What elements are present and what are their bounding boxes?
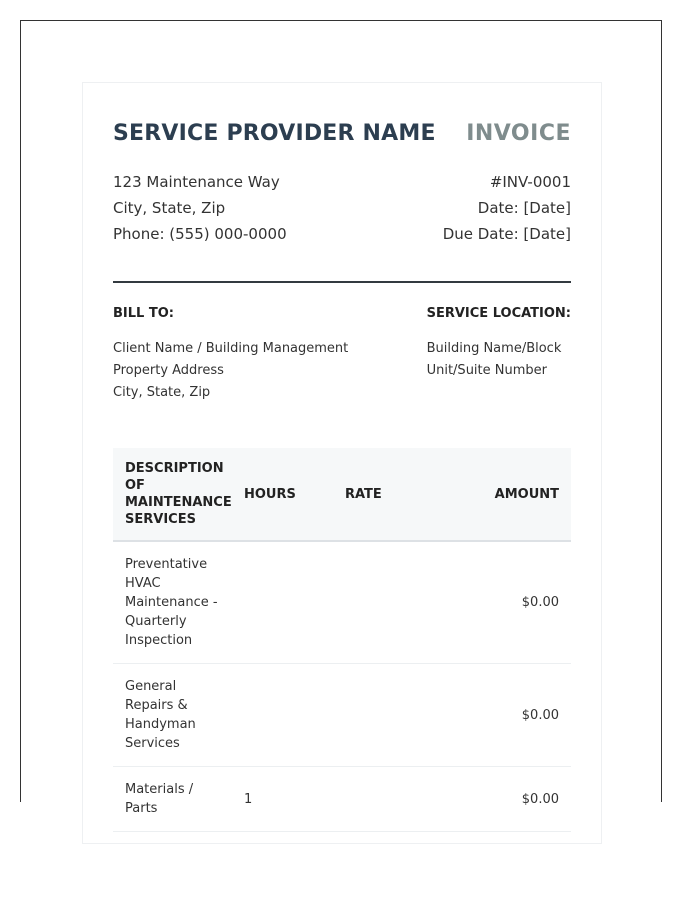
row-hours <box>232 664 333 767</box>
row-amount: $0.00 <box>433 767 571 832</box>
billing-section <box>113 304 571 404</box>
table-row <box>113 664 571 767</box>
provider-phone: Phone: (555) 000-0000 <box>113 225 287 243</box>
table-row <box>113 767 571 832</box>
provider-name: SERVICE PROVIDER NAME <box>113 121 436 146</box>
row-rate <box>333 541 433 664</box>
row-hours: 1 <box>232 767 333 832</box>
bill-to-line: Property Address <box>113 363 224 378</box>
invoice-page <box>82 82 602 844</box>
invoice-title: INVOICE <box>466 121 571 146</box>
invoice-header <box>113 113 571 155</box>
services-table <box>113 448 571 832</box>
service-location-block <box>427 304 571 404</box>
bill-to-line: City, State, Zip <box>113 385 211 400</box>
provider-city: City, State, Zip <box>113 199 226 217</box>
invoice-number: #INV-0001 <box>489 173 571 191</box>
row-rate <box>333 664 433 767</box>
row-description: General Repairs & Handyman Services <box>113 664 232 767</box>
provider-street: 123 Maintenance Way <box>113 173 280 191</box>
table-header-row <box>113 448 571 541</box>
document-viewport[interactable] <box>20 20 662 816</box>
bill-to-title: BILL TO: <box>113 306 174 321</box>
row-amount: $0.00 <box>433 541 571 664</box>
bill-to-line: Client Name / Building Management <box>113 341 349 356</box>
service-location-line: Unit/Suite Number <box>426 363 547 378</box>
table-row <box>113 541 571 664</box>
header-divider <box>113 281 571 283</box>
invoice-meta <box>443 169 571 247</box>
bill-to-block <box>113 304 348 404</box>
invoice-content <box>113 113 571 832</box>
row-amount: $0.00 <box>433 664 571 767</box>
column-header-description: DESCRIPTION OF MAINTENANCE SERVICES <box>113 448 232 541</box>
column-header-hours: HOURS <box>232 448 333 541</box>
row-description: Materials / Parts <box>113 767 232 832</box>
service-location-title: SERVICE LOCATION: <box>426 306 571 321</box>
row-rate <box>333 767 433 832</box>
invoice-date: Date: [Date] <box>477 199 571 217</box>
row-description: Preventative HVAC Maintenance - Quarterly Inspection <box>113 541 232 664</box>
column-header-amount: AMOUNT <box>433 448 571 541</box>
invoice-due-date: Due Date: [Date] <box>442 225 571 243</box>
header-details <box>113 169 571 247</box>
service-location-line: Building Name/Block <box>426 341 562 356</box>
column-header-rate: RATE <box>333 448 433 541</box>
row-hours <box>232 541 333 664</box>
provider-address <box>113 169 287 247</box>
